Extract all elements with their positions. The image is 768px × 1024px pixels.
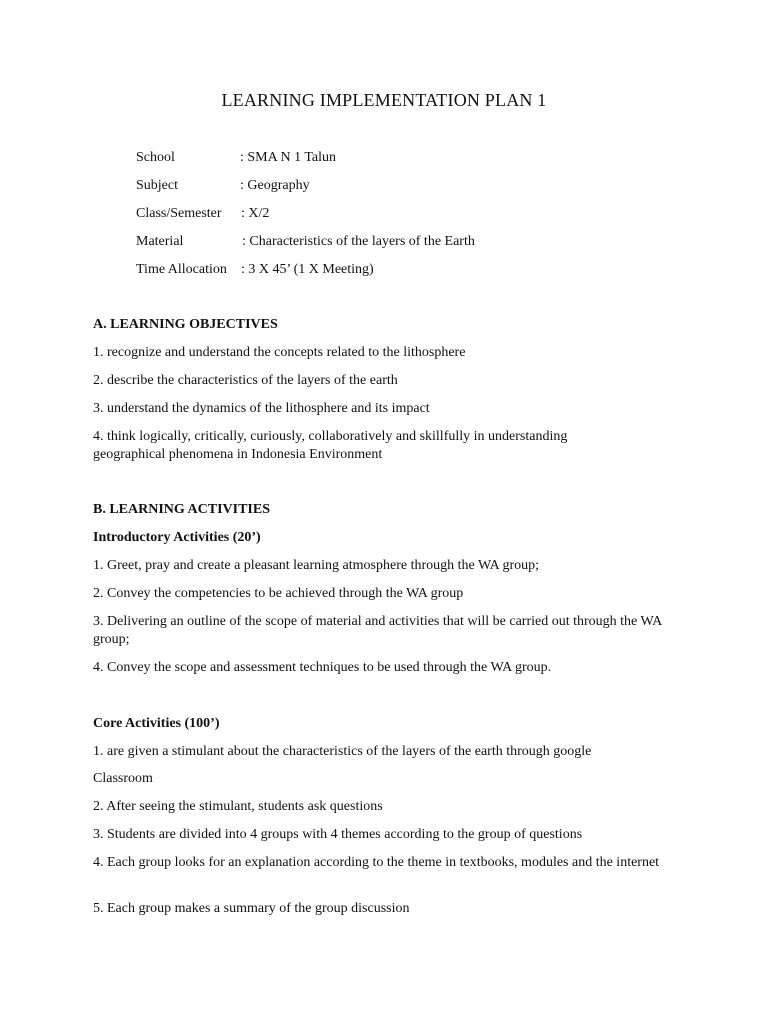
introductory-item: 4. Convey the scope and assessment techniques to be used through the WA group.	[93, 660, 552, 675]
identity-label: Subject	[136, 178, 178, 193]
identity-value: : 3 X 45’ (1 X Meeting)	[241, 262, 374, 277]
objective-item: 2. describe the characteristics of the layers of the earth	[93, 373, 398, 388]
document-title: LEARNING IMPLEMENTATION PLAN 1	[221, 90, 547, 110]
subheading-core: Core Activities (100’)	[93, 716, 220, 731]
objective-item: 1. recognize and understand the concepts related to the lithosphere	[93, 345, 466, 360]
section-heading-activities: B. LEARNING ACTIVITIES	[93, 502, 270, 517]
core-item: 3. Students are divided into 4 groups with 4 themes according to the group of questions	[93, 827, 583, 842]
identity-label: School	[136, 150, 175, 165]
core-item: 5. Each group makes a summary of the group discussion	[93, 901, 410, 916]
core-item: Classroom	[93, 771, 153, 786]
identity-label: Material	[136, 234, 184, 249]
objective-item: 4. think logically, critically, curiously, collaboratively and skillfully in understanding geographical phenomena in Indonesia Environment	[93, 429, 568, 462]
objective-item: 3. understand the dynamics of the lithosphere and its impact	[93, 401, 430, 416]
core-item: 4. Each group looks for an explanation according to the theme in textbooks, modules and the internet	[93, 855, 660, 870]
identity-value: : Characteristics of the layers of the Earth	[242, 234, 475, 249]
identity-value: : X/2	[241, 206, 270, 221]
core-item: 2. After seeing the stimulant, students ask questions	[93, 799, 383, 814]
identity-label: Time Allocation	[136, 262, 227, 277]
identity-value: : Geography	[240, 178, 310, 193]
subheading-introductory: Introductory Activities (20’)	[93, 530, 261, 545]
identity-value: : SMA N 1 Talun	[240, 150, 336, 165]
introductory-item: 3. Delivering an outline of the scope of material and activities that will be carried out through the WA group;	[93, 614, 662, 647]
identity-label: Class/Semester	[136, 206, 222, 221]
introductory-item: 1. Greet, pray and create a pleasant learning atmosphere through the WA group;	[93, 558, 540, 573]
introductory-item: 2. Convey the competencies to be achieved through the WA group	[93, 586, 464, 601]
core-item: 1. are given a stimulant about the characteristics of the layers of the earth through google	[93, 744, 592, 759]
section-heading-objectives: A. LEARNING OBJECTIVES	[93, 317, 278, 332]
